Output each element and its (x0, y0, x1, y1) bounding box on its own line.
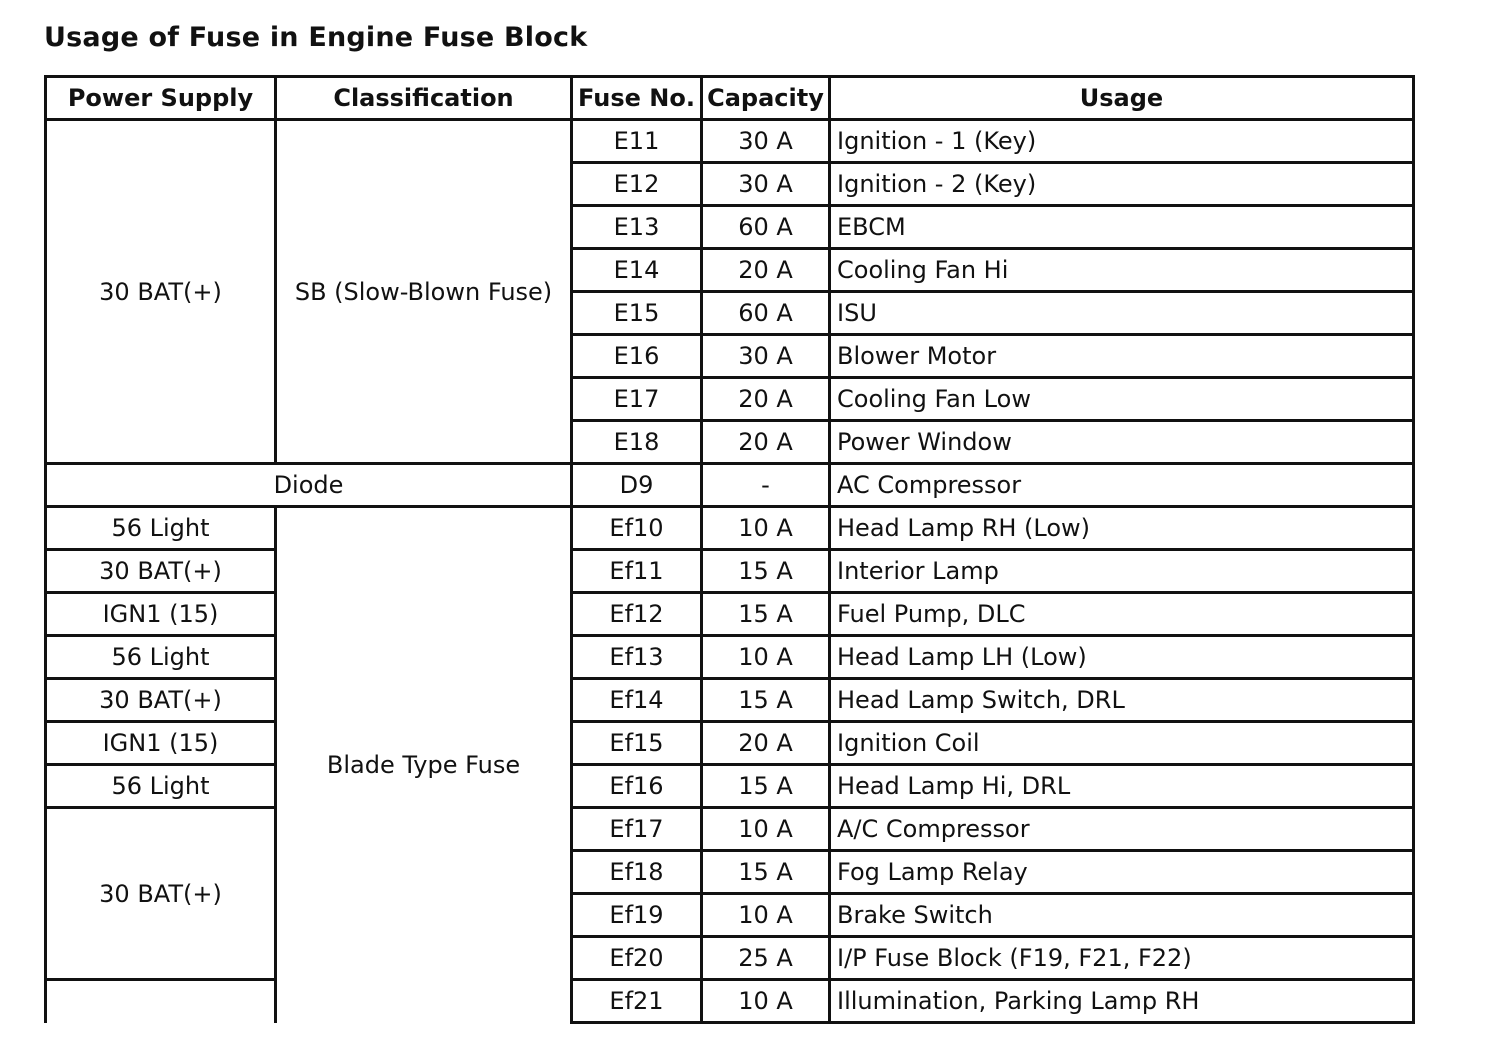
fuse-no-cell: Ef20 (572, 937, 702, 980)
power-supply-cell: IGN1 (15) (46, 593, 276, 636)
table-header-row (46, 77, 1414, 120)
header-classification: Classification (276, 77, 572, 120)
capacity-cell: 10 A (702, 980, 830, 1023)
fuse-no-cell: E14 (572, 249, 702, 292)
usage-cell: Illumination, Parking Lamp RH (830, 980, 1414, 1023)
capacity-cell: 60 A (702, 292, 830, 335)
fuse-no-cell: Ef14 (572, 679, 702, 722)
page-title: Usage of Fuse in Engine Fuse Block (44, 22, 588, 53)
table-row (46, 679, 1414, 722)
table-row (46, 636, 1414, 679)
usage-cell: Blower Motor (830, 335, 1414, 378)
table-row (46, 464, 1414, 507)
table-row (46, 980, 1414, 1023)
usage-cell: Head Lamp RH (Low) (830, 507, 1414, 550)
usage-cell: AC Compressor (830, 464, 1414, 507)
capacity-cell: 20 A (702, 378, 830, 421)
fuse-no-cell: E16 (572, 335, 702, 378)
fuse-no-cell: Ef10 (572, 507, 702, 550)
power-supply-cell: 30 BAT(+) (46, 550, 276, 593)
table-row (46, 593, 1414, 636)
power-supply-cell (46, 980, 276, 1023)
usage-cell: Fog Lamp Relay (830, 851, 1414, 894)
capacity-cell: 10 A (702, 808, 830, 851)
capacity-cell: 20 A (702, 421, 830, 464)
usage-cell: I/P Fuse Block (F19, F21, F22) (830, 937, 1414, 980)
fuse-no-cell: E18 (572, 421, 702, 464)
fuse-no-cell: Ef21 (572, 980, 702, 1023)
power-supply-cell: 30 BAT(+) (46, 808, 276, 980)
capacity-cell: 30 A (702, 163, 830, 206)
usage-cell: Head Lamp LH (Low) (830, 636, 1414, 679)
usage-cell: Ignition - 2 (Key) (830, 163, 1414, 206)
capacity-cell: 15 A (702, 851, 830, 894)
usage-cell: Head Lamp Switch, DRL (830, 679, 1414, 722)
usage-cell: Interior Lamp (830, 550, 1414, 593)
power-supply-cell: 30 BAT(+) (46, 679, 276, 722)
fuse-no-cell: Ef11 (572, 550, 702, 593)
capacity-cell: 10 A (702, 636, 830, 679)
capacity-cell: 15 A (702, 765, 830, 808)
fuse-no-cell: D9 (572, 464, 702, 507)
usage-cell: Fuel Pump, DLC (830, 593, 1414, 636)
header-power-supply: Power Supply (46, 77, 276, 120)
fuse-no-cell: E17 (572, 378, 702, 421)
usage-cell: EBCM (830, 206, 1414, 249)
fuse-no-cell: Ef12 (572, 593, 702, 636)
capacity-cell: 30 A (702, 120, 830, 163)
fuse-no-cell: Ef17 (572, 808, 702, 851)
usage-cell: Power Window (830, 421, 1414, 464)
fuse-table (44, 75, 1415, 1024)
capacity-cell: 15 A (702, 550, 830, 593)
capacity-cell: 15 A (702, 593, 830, 636)
power-supply-cell: 56 Light (46, 765, 276, 808)
classification-cell: SB (Slow-Blown Fuse) (276, 120, 572, 464)
header-usage: Usage (830, 77, 1414, 120)
power-supply-cell: 56 Light (46, 636, 276, 679)
capacity-cell: 10 A (702, 894, 830, 937)
table-row (46, 765, 1414, 808)
usage-cell: ISU (830, 292, 1414, 335)
capacity-cell: 10 A (702, 507, 830, 550)
usage-cell: Head Lamp Hi, DRL (830, 765, 1414, 808)
classification-cell: Blade Type Fuse (276, 507, 572, 1023)
table-row (46, 507, 1414, 550)
fuse-no-cell: Ef16 (572, 765, 702, 808)
usage-cell: A/C Compressor (830, 808, 1414, 851)
fuse-no-cell: Ef13 (572, 636, 702, 679)
power-supply-cell: 56 Light (46, 507, 276, 550)
fuse-no-cell: Ef19 (572, 894, 702, 937)
fuse-no-cell: E15 (572, 292, 702, 335)
fuse-no-cell: E12 (572, 163, 702, 206)
header-capacity: Capacity (702, 77, 830, 120)
fuse-no-cell: E11 (572, 120, 702, 163)
usage-cell: Ignition - 1 (Key) (830, 120, 1414, 163)
capacity-cell: 60 A (702, 206, 830, 249)
capacity-cell: 30 A (702, 335, 830, 378)
table-row (46, 550, 1414, 593)
fuse-no-cell: Ef18 (572, 851, 702, 894)
capacity-cell: 20 A (702, 249, 830, 292)
table-row (46, 722, 1414, 765)
table-row (46, 120, 1414, 163)
usage-cell: Brake Switch (830, 894, 1414, 937)
capacity-cell: - (702, 464, 830, 507)
usage-cell: Cooling Fan Hi (830, 249, 1414, 292)
usage-cell: Ignition Coil (830, 722, 1414, 765)
capacity-cell: 15 A (702, 679, 830, 722)
usage-cell: Cooling Fan Low (830, 378, 1414, 421)
table-row (46, 808, 1414, 851)
power-supply-cell: IGN1 (15) (46, 722, 276, 765)
header-fuse-no: Fuse No. (572, 77, 702, 120)
power-supply-cell: 30 BAT(+) (46, 120, 276, 464)
fuse-no-cell: E13 (572, 206, 702, 249)
capacity-cell: 25 A (702, 937, 830, 980)
fuse-no-cell: Ef15 (572, 722, 702, 765)
diode-classification-cell: Diode (46, 464, 572, 507)
capacity-cell: 20 A (702, 722, 830, 765)
